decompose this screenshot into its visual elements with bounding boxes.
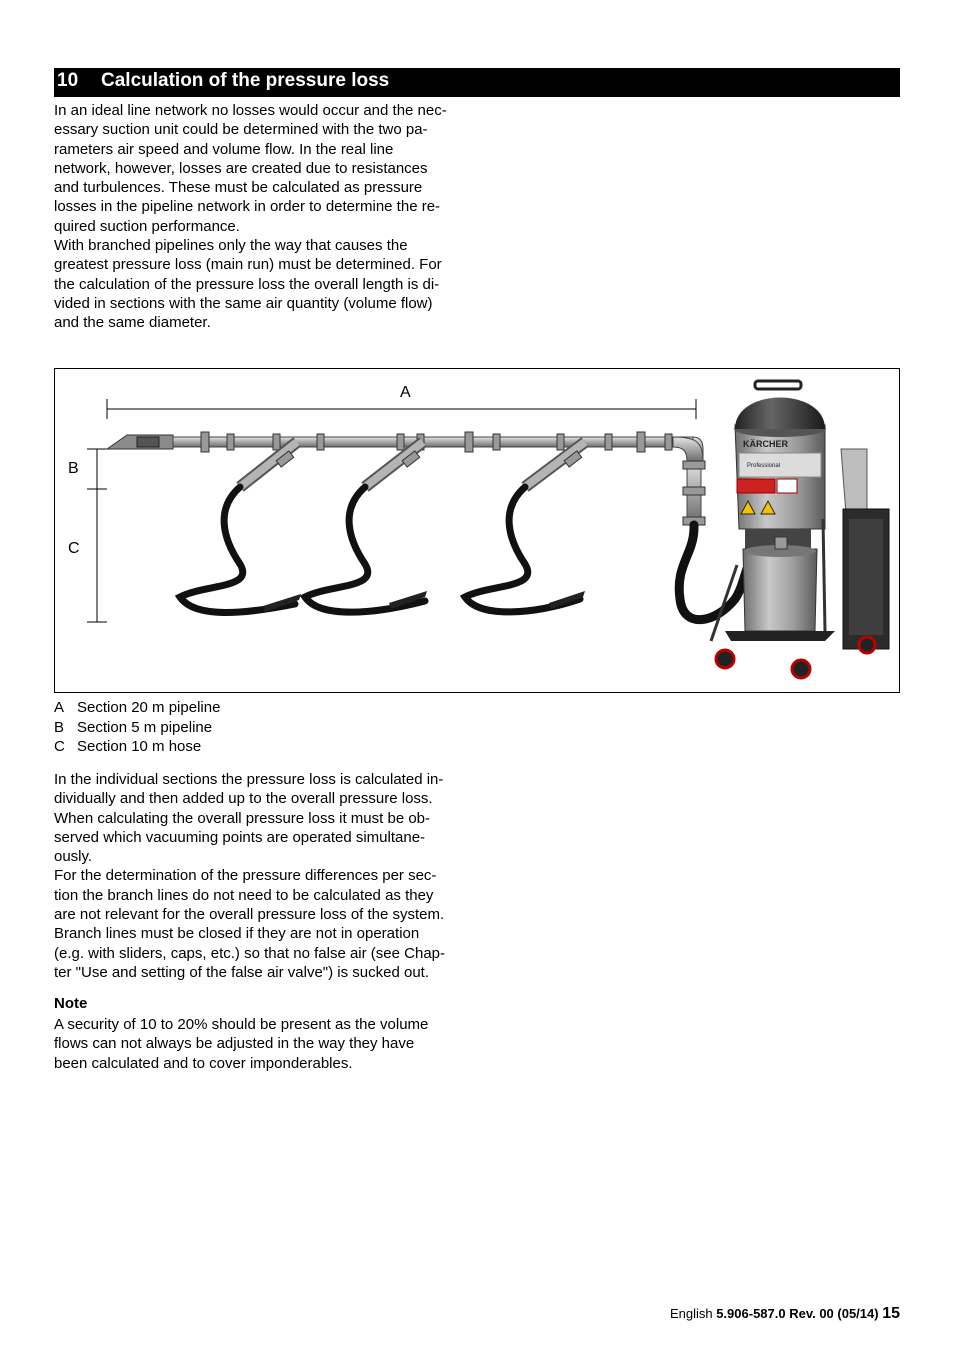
note-title: Note xyxy=(54,995,88,1012)
footer-doc-ref: 5.906-587.0 Rev. 00 (05/14) xyxy=(716,1306,879,1321)
label-c: C xyxy=(68,540,80,557)
brand-logo: KÄRCHER xyxy=(743,439,788,449)
body-paragraph: In the individual sections the pressure loss is calculated in- dividually and then added up to the overall pressure loss. When calculating the overall pressure loss it must be ob- served which vacuuming points are operated simultane- ously. For the determination of the pressure differences per sec- tion the branch lines do not need to be calculated as they are not relevant for the overall pressure loss of the system. Branch lines must be closed if they are not in operation (e.g. with sliders, caps, etc.) so that no false air (see Chap- ter "Use and setting of the false air valve") is sucked out. xyxy=(54,771,446,981)
label-a: A xyxy=(400,384,411,401)
legend-key: A xyxy=(54,699,65,716)
dimension-a xyxy=(107,399,696,419)
hoses xyxy=(180,487,757,620)
page-footer xyxy=(670,1305,900,1323)
svg-text:Professional: Professional xyxy=(747,463,781,469)
legend-text: Section 20 m pipeline xyxy=(77,699,221,716)
page-number: 15 xyxy=(882,1305,900,1322)
legend-text: Section 10 m hose xyxy=(77,738,202,755)
legend-key: C xyxy=(54,738,65,755)
pipeline-illustration xyxy=(55,369,900,693)
main-pipe xyxy=(107,432,705,525)
note-paragraph: A security of 10 to 20% should be present as the volume flows can not always be adjusted in the way they have been calculated and to cover imponderables. xyxy=(54,1016,429,1072)
legend-item xyxy=(54,718,220,738)
intro-paragraph: In an ideal line network no losses would occur and the nec- essary suction unit could be determined with the two pa- rameters air speed and volume flow. In the real line network, however, losses are created due to resistances and turbulences. These must be calculated as pressure losses in the pipeline network in order to determine the re- quired suction performance. With branched pipelines only the way that causes the greatest pressure loss (main run) must be determined. For the calculation of the pressure loss the overall length is di- vided in sections with the same air quantity (volume flow) and the same diameter. xyxy=(54,102,447,332)
footer-language: English xyxy=(669,1306,713,1321)
figure-legend xyxy=(54,698,220,757)
section-heading xyxy=(54,68,900,97)
section-number: 10 xyxy=(57,70,79,91)
pipeline-figure xyxy=(54,368,900,693)
label-b: B xyxy=(68,460,79,477)
legend-item xyxy=(54,737,220,757)
section-title: Calculation of the pressure loss xyxy=(101,70,390,91)
branch-pipes xyxy=(240,442,585,487)
legend-item xyxy=(54,698,220,718)
legend-key: B xyxy=(54,718,65,736)
vacuum-unit xyxy=(711,381,889,678)
legend-text: Section 5 m pipeline xyxy=(77,718,213,736)
dimension-bc xyxy=(87,449,107,622)
